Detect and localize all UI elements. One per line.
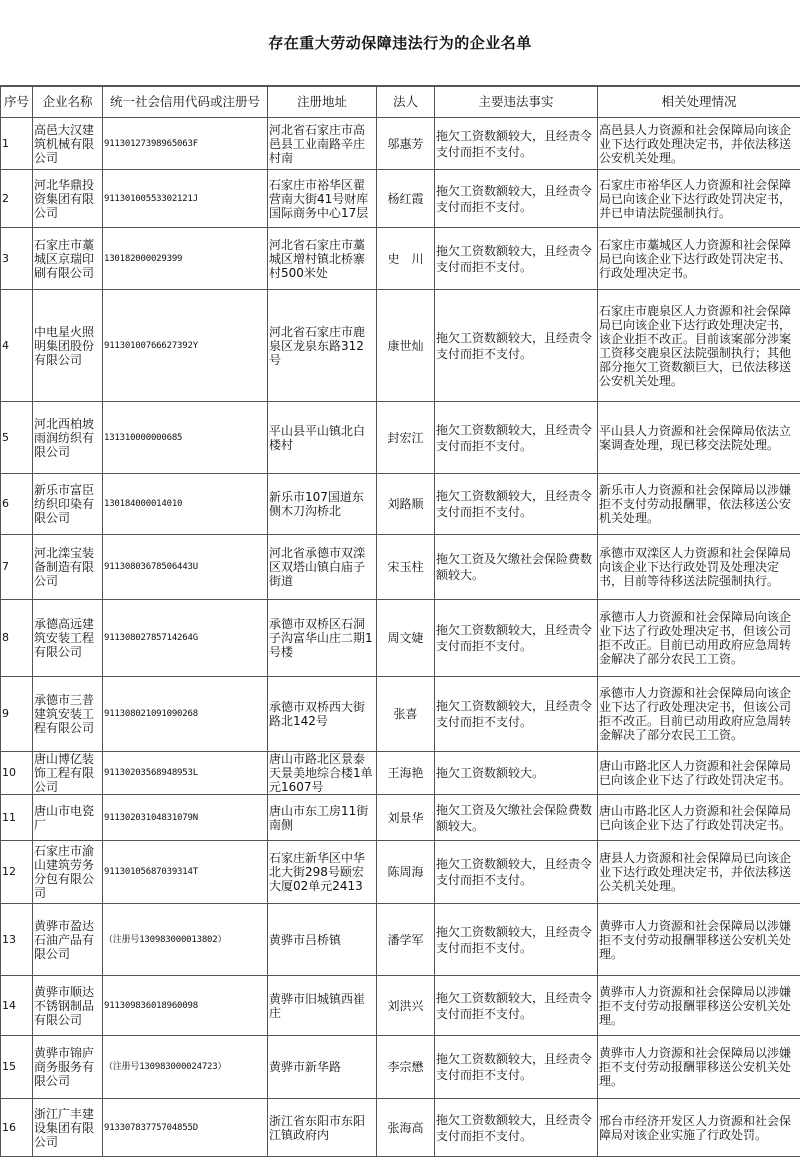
row-code: 91130100766627392Y xyxy=(103,290,268,402)
row-company: 黄骅市锦庐商务服务有限公司 xyxy=(33,1036,103,1099)
page-title: 存在重大劳动保障违法行为的企业名单 xyxy=(0,0,800,86)
row-index: 1 xyxy=(1,118,33,170)
row-company: 石家庄市渝山建筑劳务分包有限公司 xyxy=(33,841,103,904)
row-company: 承德市三普建筑安装工程有限公司 xyxy=(33,677,103,752)
row-violation: 拖欠工资数额较大，且经责令支付而拒不支付。 xyxy=(435,290,598,402)
table-row xyxy=(1,1099,800,1157)
row-company: 承德高远建筑安装工程有限公司 xyxy=(33,600,103,677)
row-action: 邢台市经济开发区人力资源和社会保障局对该企业实施了行政处罚。 xyxy=(598,1099,800,1157)
row-violation: 拖欠工资数额较大，且经责令支付而拒不支付。 xyxy=(435,677,598,752)
row-address: 河北省石家庄市高邑县工业南路辛庄村南 xyxy=(268,118,377,170)
row-company: 石家庄市藁城区京瑞印刷有限公司 xyxy=(33,228,103,290)
row-person: 张海高 xyxy=(377,1099,435,1157)
row-violation: 拖欠工资数额较大，且经责令支付而拒不支付。 xyxy=(435,904,598,976)
row-violation: 拖欠工资数额较大，且经责令支付而拒不支付。 xyxy=(435,170,598,228)
row-person: 杨红霞 xyxy=(377,170,435,228)
row-action: 平山县人力资源和社会保障局依法立案调查处理，现已移交法院处理。 xyxy=(598,402,800,474)
row-violation: 拖欠工资数额较大，且经责令支付而拒不支付。 xyxy=(435,976,598,1036)
row-address: 河北省石家庄市藁城区增村镇北桥寨村500米处 xyxy=(268,228,377,290)
row-violation: 拖欠工资数额较大，且经责令支付而拒不支付。 xyxy=(435,1036,598,1099)
table-row xyxy=(1,600,800,677)
row-index: 3 xyxy=(1,228,33,290)
row-code: （注册号130983000024723） xyxy=(103,1036,268,1099)
row-person: 李宗懋 xyxy=(377,1036,435,1099)
row-code: 91130803678506443U xyxy=(103,535,268,600)
row-company: 黄骅市盈达石油产品有限公司 xyxy=(33,904,103,976)
row-company: 高邑大汉建筑机械有限公司 xyxy=(33,118,103,170)
row-action: 高邑县人力资源和社会保障局向该企业下达行政处理决定书，并依法移送公安机关处理。 xyxy=(598,118,800,170)
table-row xyxy=(1,841,800,904)
row-code: 91130203104831079N xyxy=(103,795,268,841)
table-row xyxy=(1,290,800,402)
row-index: 13 xyxy=(1,904,33,976)
row-action: 承德市双滦区人力资源和社会保障局向该企业下达行政处罚及处理决定书，目前等待移送法院强制执行。 xyxy=(598,535,800,600)
table-row xyxy=(1,1036,800,1099)
row-company: 唐山博亿装饰工程有限公司 xyxy=(33,752,103,795)
header-violation: 主要违法事实 xyxy=(435,87,598,118)
row-action: 唐县人力资源和社会保障局已向该企业下达行政处理决定书，并依法移送公关机关处理。 xyxy=(598,841,800,904)
row-person: 刘路顺 xyxy=(377,474,435,535)
row-index: 8 xyxy=(1,600,33,677)
row-person: 刘景华 xyxy=(377,795,435,841)
row-person: 张喜 xyxy=(377,677,435,752)
row-action: 石家庄市藁城区人力资源和社会保障局已向该企业下达行政处罚决定书、行政处理决定书。 xyxy=(598,228,800,290)
row-code: 91130802785714264G xyxy=(103,600,268,677)
row-address: 黄骅市旧城镇西崔庄 xyxy=(268,976,377,1036)
row-code: 911308021091090268 xyxy=(103,677,268,752)
table-row xyxy=(1,795,800,841)
row-address: 黄骅市新华路 xyxy=(268,1036,377,1099)
row-code: 91130127398965063F xyxy=(103,118,268,170)
table-row xyxy=(1,904,800,976)
header-company: 企业名称 xyxy=(33,87,103,118)
header-person: 法人 xyxy=(377,87,435,118)
row-company: 唐山市电瓷厂 xyxy=(33,795,103,841)
row-person: 史 川 xyxy=(377,228,435,290)
enterprise-table xyxy=(0,86,800,1157)
row-person: 王海艳 xyxy=(377,752,435,795)
row-person: 潘学军 xyxy=(377,904,435,976)
row-company: 黄骅市顺达不锈钢制品有限公司 xyxy=(33,976,103,1036)
row-code: 91130100553302121J xyxy=(103,170,268,228)
row-index: 15 xyxy=(1,1036,33,1099)
row-person: 封宏江 xyxy=(377,402,435,474)
row-index: 5 xyxy=(1,402,33,474)
row-address: 河北省石家庄市鹿泉区龙泉东路312号 xyxy=(268,290,377,402)
row-index: 6 xyxy=(1,474,33,535)
row-action: 黄骅市人力资源和社会保障局以涉嫌拒不支付劳动报酬罪移送公安机关处理。 xyxy=(598,1036,800,1099)
row-code: 131310000000685 xyxy=(103,402,268,474)
row-person: 刘洪兴 xyxy=(377,976,435,1036)
table-row xyxy=(1,228,800,290)
row-violation: 拖欠工资及欠缴社会保险费数额较大。 xyxy=(435,795,598,841)
table-row xyxy=(1,752,800,795)
row-violation: 拖欠工资数额较大，且经责令支付而拒不支付。 xyxy=(435,402,598,474)
row-address: 平山县平山镇北白楼村 xyxy=(268,402,377,474)
row-action: 黄骅市人力资源和社会保障局以涉嫌拒不支付劳动报酬罪移送公安机关处理。 xyxy=(598,976,800,1036)
row-company: 新乐市富臣纺织印染有限公司 xyxy=(33,474,103,535)
header-code: 统一社会信用代码或注册号 xyxy=(103,87,268,118)
row-action: 新乐市人力资源和社会保障局以涉嫌拒不支付劳动报酬罪，依法移送公安机关处理。 xyxy=(598,474,800,535)
row-violation: 拖欠工资数额较大。 xyxy=(435,752,598,795)
table-row xyxy=(1,535,800,600)
header-action: 相关处理情况 xyxy=(598,87,800,118)
row-address: 唐山市路北区景泰天景美地综合楼1单元1607号 xyxy=(268,752,377,795)
row-action: 石家庄市鹿泉区人力资源和社会保障局已向该企业下达行政处理决定书，该企业拒不改正。目前该案部分涉案工资移交鹿泉区法院强制执行；其他部分拖欠工资数额巨大，已依法移送公安机关处理。 xyxy=(598,290,800,402)
row-company: 河北滦宝装备制造有限公司 xyxy=(33,535,103,600)
header-index: 序号 xyxy=(1,87,33,118)
table-row xyxy=(1,402,800,474)
row-person: 宋玉柱 xyxy=(377,535,435,600)
row-index: 10 xyxy=(1,752,33,795)
row-company: 浙江广丰建设集团有限公司 xyxy=(33,1099,103,1157)
row-violation: 拖欠工资数额较大，且经责令支付而拒不支付。 xyxy=(435,600,598,677)
row-index: 4 xyxy=(1,290,33,402)
table-row xyxy=(1,118,800,170)
row-violation: 拖欠工资及欠缴社会保险费数额较大。 xyxy=(435,535,598,600)
row-violation: 拖欠工资数额较大，且经责令支付而拒不支付。 xyxy=(435,841,598,904)
table-row xyxy=(1,677,800,752)
row-code: 91130983601896009​8 xyxy=(103,976,268,1036)
row-index: 16 xyxy=(1,1099,33,1157)
row-address: 新乐市107国道东侧木刀沟桥北 xyxy=(268,474,377,535)
row-action: 唐山市路北区人力资源和社会保障局已向该企业下达了行政处罚决定书。 xyxy=(598,795,800,841)
row-code: 130184000014010 xyxy=(103,474,268,535)
row-action: 黄骅市人力资源和社会保障局以涉嫌拒不支付劳动报酬罪移送公安机关处理。 xyxy=(598,904,800,976)
row-company: 河北西柏坡雨润纺织有限公司 xyxy=(33,402,103,474)
row-code: 91330783775704855D xyxy=(103,1099,268,1157)
row-address: 唐山市东工房11街南侧 xyxy=(268,795,377,841)
row-action: 石家庄市裕华区人力资源和社会保障局已向该企业下达行政处罚决定书，并已申请法院强制执行。 xyxy=(598,170,800,228)
row-action: 承德市人力资源和社会保障局向该企业下达了行政处理决定书，但该公司拒不改正。目前已动用政府应急周转金解决了部分农民工工资。 xyxy=(598,600,800,677)
row-address: 石家庄市裕华区翟营南大街41号财库国际商务中心17层 xyxy=(268,170,377,228)
row-address: 黄骅市吕桥镇 xyxy=(268,904,377,976)
row-action: 承德市人力资源和社会保障局向该企业下达了行政处理决定书，但该公司拒不改正。目前已动用政府应急周转金解决了部分农民工工资。 xyxy=(598,677,800,752)
row-code: （注册号130983000013802） xyxy=(103,904,268,976)
row-person: 康世灿 xyxy=(377,290,435,402)
row-index: 2 xyxy=(1,170,33,228)
row-address: 浙江省东阳市东阳江镇政府内 xyxy=(268,1099,377,1157)
row-address: 河北省承德市双滦区双塔山镇白庙子街道 xyxy=(268,535,377,600)
row-code: 91130105687039314T xyxy=(103,841,268,904)
row-address: 承德市双桥西大街路北142号 xyxy=(268,677,377,752)
table-row xyxy=(1,976,800,1036)
header-address: 注册地址 xyxy=(268,87,377,118)
row-person: 陈周海 xyxy=(377,841,435,904)
row-index: 11 xyxy=(1,795,33,841)
row-violation: 拖欠工资数额较大，且经责令支付而拒不支付。 xyxy=(435,474,598,535)
row-address: 石家庄新华区中华北大街298号颐宏大厦02单元2413 xyxy=(268,841,377,904)
row-code: 130182000029399 xyxy=(103,228,268,290)
row-action: 唐山市路北区人力资源和社会保障局已向该企业下达了行政处罚决定书。 xyxy=(598,752,800,795)
table-row xyxy=(1,170,800,228)
row-index: 14 xyxy=(1,976,33,1036)
row-address: 承德市双桥区石洞子沟富华山庄二期1号楼 xyxy=(268,600,377,677)
row-index: 9 xyxy=(1,677,33,752)
row-company: 中电星火照明集团股份有限公司 xyxy=(33,290,103,402)
table-header-row xyxy=(1,87,800,118)
row-person: 邬惠芳 xyxy=(377,118,435,170)
row-violation: 拖欠工资数额较大，且经责令支付而拒不支付。 xyxy=(435,1099,598,1157)
row-index: 7 xyxy=(1,535,33,600)
row-person: 周文婕 xyxy=(377,600,435,677)
row-company: 河北华鼎投资集团有限公司 xyxy=(33,170,103,228)
row-code: 91130203568948953L xyxy=(103,752,268,795)
row-violation: 拖欠工资数额较大，且经责令支付而拒不支付。 xyxy=(435,118,598,170)
row-violation: 拖欠工资数额较大，且经责令支付而拒不支付。 xyxy=(435,228,598,290)
table-row xyxy=(1,474,800,535)
row-index: 12 xyxy=(1,841,33,904)
